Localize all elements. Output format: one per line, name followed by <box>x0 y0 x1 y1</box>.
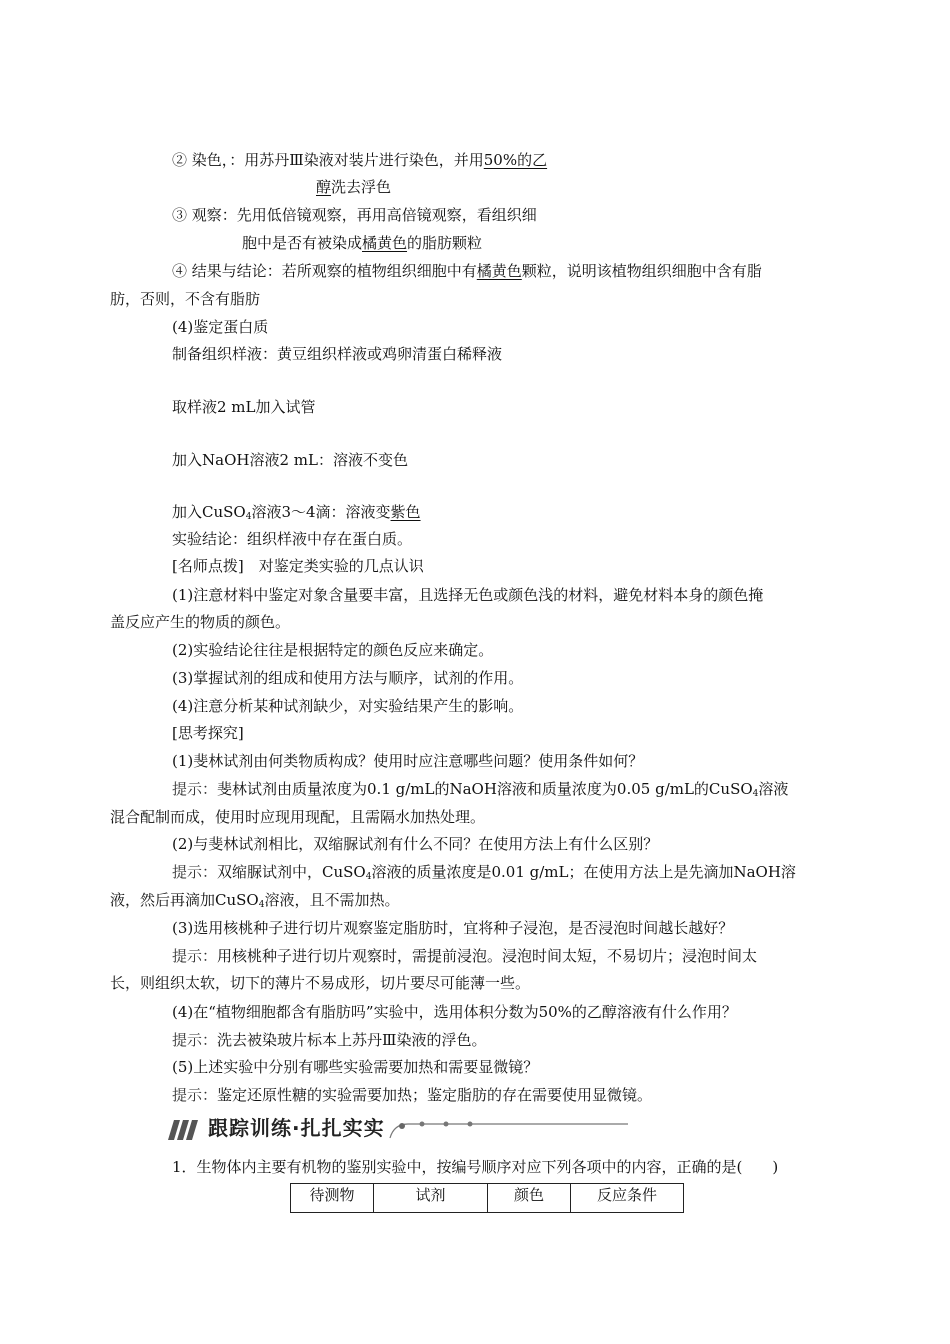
think-a1-subscript: 4 <box>752 789 759 799</box>
question-1: 1．生物体内主要有机物的鉴别实验中，按编号顺序对应下列各项中的内容，正确的是( ) <box>172 1158 779 1176</box>
hint-label: 提示： <box>172 1031 218 1049</box>
tip-1-line: (1)注意材料中鉴定对象含量要丰富，且选择无色或颜色浅的材料，避免材料本身的颜色掩 <box>172 586 764 604</box>
tip-2-line: (2)实验结论往往是根据特定的颜色反应来确定。 <box>172 641 494 659</box>
observe-step-cont-line <box>242 233 482 253</box>
stain-step-cont-text: 洗去浮色 <box>331 178 392 196</box>
result-cont-line: 肪，否则，不含有脂肪 <box>110 290 261 308</box>
protein-heading: (4)鉴定蛋白质 <box>172 318 269 336</box>
table-header-cell: 颜色 <box>488 1184 571 1213</box>
practice-banner <box>168 1114 728 1144</box>
question-1-table <box>290 1183 684 1213</box>
table-header-row <box>291 1184 684 1213</box>
think-a2-line <box>172 862 796 887</box>
conclusion-line: 实验结论：组织样液中存在蛋白质。 <box>172 530 413 548</box>
think-a3-cont: 长，则组织太软，切下的薄片不易成形，切片要尽可能薄一些。 <box>110 974 531 992</box>
think-a2-cont <box>110 890 399 915</box>
think-a1-cont: 混合配制而成，使用时应现用现配，且需隔水加热处理。 <box>110 808 486 826</box>
stain-step-underlined: 50%的乙 <box>483 151 548 169</box>
think-a1-text-a: 斐林试剂由质量浓度为0.1 g/mL的NaOH溶液和质量浓度为0.05 g/mL的CuSO <box>217 780 753 798</box>
think-a4-text: 洗去被染玻片标本上苏丹Ⅲ染液的浮色。 <box>217 1031 487 1049</box>
think-a1-text-b: 溶液 <box>758 780 789 798</box>
add-naoh-line: 加入NaOH溶液2 mL：溶液不变色 <box>172 451 408 469</box>
think-a2-subscript: 4 <box>365 872 372 882</box>
observe-step-line: ③ 观察：先用低倍镜观察，再用高倍镜观察，看组织细 <box>172 206 537 224</box>
table-header-cell: 反应条件 <box>571 1184 684 1213</box>
think-a3-text: 用核桃种子进行切片观察时，需提前浸泡。浸泡时间太短，不易切片；浸泡时间太 <box>217 947 758 965</box>
stain-step-text: ② 染色，：用苏丹Ⅲ染液对装片进行染色，并用 <box>172 151 484 169</box>
prepare-sample-line: 制备组织样液：黄豆组织样液或鸡卵清蛋白稀释液 <box>172 345 503 363</box>
hint-label: 提示： <box>172 780 218 798</box>
think-a3-line <box>172 946 757 966</box>
think-heading: [思考探究] <box>172 724 244 742</box>
hint-label: 提示： <box>172 947 218 965</box>
think-q1: (1)斐林试剂由何类物质构成？使用时应注意哪些问题？使用条件如何？ <box>172 752 644 770</box>
add-cuso4-text-b: 溶液3～4滴：溶液变 <box>251 503 391 521</box>
banner-decor-line <box>388 1118 648 1140</box>
think-q2: (2)与斐林试剂相比，双缩脲试剂有什么不同？在使用方法上有什么区别？ <box>172 835 659 853</box>
observe-cont-underlined: 橘黄色 <box>362 234 408 252</box>
result-text-a: ④ 结果与结论：若所观察的植物组织细胞中有 <box>172 262 477 280</box>
tip-1-cont-line: 盖反应产生的物质的颜色。 <box>110 613 291 631</box>
stain-step-cont-underlined: 醇 <box>316 178 332 196</box>
think-a5-text: 鉴定还原性糖的实验需要加热；鉴定脂肪的存在需要使用显微镜。 <box>217 1086 653 1104</box>
think-a4-line <box>172 1030 486 1050</box>
think-q4: (4)在“植物细胞都含有脂肪吗”实验中，选用体积分数为50%的乙醇溶液有什么作用？ <box>172 1003 737 1021</box>
observe-cont-text-b: 的脂肪颗粒 <box>407 234 483 252</box>
table-header-cell: 待测物 <box>291 1184 374 1213</box>
take-sample-line: 取样液2 mL加入试管 <box>172 398 316 416</box>
think-q5: (5)上述实验中分别有哪些实验需要加热和需要显微镜？ <box>172 1058 539 1076</box>
tips-heading: [名师点拨] 对鉴定类实验的几点认识 <box>172 557 424 575</box>
table-header-cell: 试剂 <box>374 1184 488 1213</box>
think-a2-cont-text-a: 液，然后再滴加CuSO <box>110 891 259 909</box>
tip-3-line: (3)掌握试剂的组成和使用方法与顺序，试剂的作用。 <box>172 669 524 687</box>
think-a5-line <box>172 1085 652 1105</box>
think-a2-text-a: 双缩脲试剂中，CuSO <box>217 863 366 881</box>
hint-label: 提示： <box>172 1086 218 1104</box>
add-cuso4-underlined: 紫色 <box>390 503 421 521</box>
observe-cont-text-a: 胞中是否有被染成 <box>242 234 363 252</box>
banner-stripes-icon <box>168 1120 202 1140</box>
banner-title: 跟踪训练·扎扎实实 <box>208 1116 385 1140</box>
add-cuso4-text-a: 加入CuSO <box>172 503 246 521</box>
think-a1-line <box>172 779 788 804</box>
think-a2-text-b: 溶液的质量浓度是0.01 g/mL；在使用方法上是先滴加NaOH溶 <box>371 863 796 881</box>
think-a2-cont-text-b: 溶液，且不需加热。 <box>264 891 400 909</box>
result-underlined: 橘黄色 <box>476 262 522 280</box>
add-cuso4-line <box>172 502 421 527</box>
think-a2-cont-subscript: 4 <box>258 900 265 910</box>
add-cuso4-subscript: 4 <box>245 512 252 522</box>
stain-step-line <box>172 150 547 170</box>
hint-label: 提示： <box>172 863 218 881</box>
tip-4-line: (4)注意分析某种试剂缺少，对实验结果产生的影响。 <box>172 697 524 715</box>
result-text-b: 颗粒，说明该植物组织细胞中含有脂 <box>521 262 762 280</box>
stain-step-cont-line <box>316 177 391 197</box>
think-q3: (3)选用核桃种子进行切片观察鉴定脂肪时，宜将种子浸泡，是否浸泡时间越长越好？ <box>172 919 734 937</box>
result-step-line <box>172 261 762 281</box>
